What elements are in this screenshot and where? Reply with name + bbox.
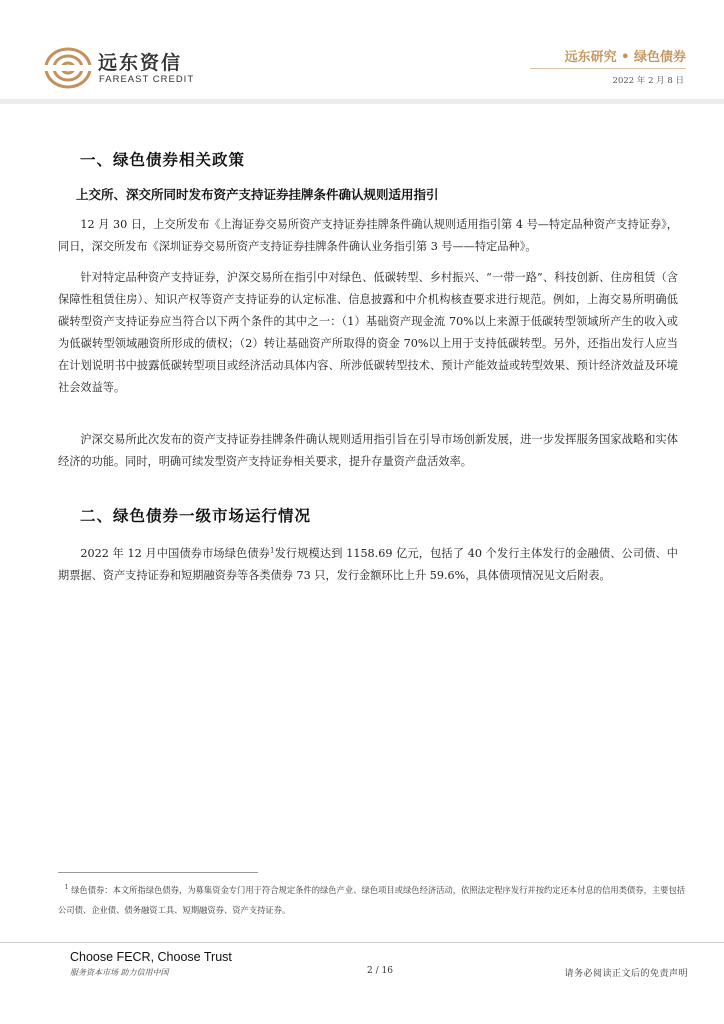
brand-name-cn: 远东资信 — [98, 52, 183, 74]
header-divider — [530, 68, 686, 69]
subsection-heading: 上交所、深交所同时发布资产支持证券挂牌条件确认规则适用指引 — [76, 187, 439, 202]
report-title: 远东研究 • 绿色债券 — [564, 50, 686, 65]
paragraph-text: 2022 年 12 月中国债券市场绿色债券 — [80, 547, 270, 560]
page-number: 2 / 16 — [367, 966, 393, 976]
footnote-reference[interactable]: 1 — [270, 546, 275, 555]
fareast-logo-icon — [42, 44, 94, 92]
footer-divider — [0, 942, 724, 943]
footer-slogan: Choose FECR, Choose Trust — [70, 950, 232, 964]
footnote — [58, 880, 688, 920]
paragraph: 针对特定品种资产支持证券，沪深交易所在指引中对绿色、低碳转型、乡村振兴、“一带一路”、科技创新、住房租赁（含保障性租赁住房）、知识产权等资产支持证券的认定标准、信息披露和中介机构核查要求进行规范。例如，上海交易所明确低碳转型资产支持证券应当符合以下两个条件的其中之一：（1）基础资产现金流 70%以上来源于低碳转型领域所产生的收入或为低碳转型领域融资所形成的债权；（2）转让基础资产所取得的资金 70%以上用于支持低碳转型。另外，还指出发行人应当在计划说明书中披露低碳转型项目或经济活动具体内容、所涉低碳转型技术、预计产能效益或转型效果、预计经济效益及环境社会效益等。 — [58, 271, 678, 394]
footnote-divider — [58, 872, 258, 873]
footnote-text: 绿色债券：本文所指绿色债券，为募集资金专门用于符合规定条件的绿色产业、绿色项目或绿色经济活动，依照法定程序发行并按约定还本付息的信用类债券，主要包括公司债、企业债、债务融资工具、短期融资券、资产支持证券。 — [58, 885, 686, 915]
paragraph: 12 月 30 日，上交所发布《上海证券交易所资产支持证券挂牌条件确认规则适用指引第 4 号—特定品种资产支持证券》，同日，深交所发布《深圳证券交易所资产支持证券挂牌条件确认业务指引第 3 号——特定品种》。 — [58, 218, 678, 253]
header-band — [0, 99, 724, 104]
footer-motto: 服务资本市场 助力信用中国 — [70, 968, 169, 977]
paragraph-market — [58, 543, 678, 587]
section-heading-market: 二、绿色债券一级市场运行情况 — [80, 507, 312, 525]
footnote-mark: 1 — [64, 884, 69, 892]
brand-name-en: FAREAST CREDIT — [99, 74, 195, 85]
disclaimer-note: 请务必阅读正文后的免责声明 — [564, 969, 688, 979]
page-header — [0, 0, 724, 104]
paragraph-text: 发行规模达到 1158.69 亿元，包括了 40 个发行主体发行的金融债、公司债、中期票据、资产支持证券和短期融资券等各类债券 73 只，发行金额环比上升 59.6%，具体债项情况见文后附表。 — [58, 547, 678, 582]
paragraph: 沪深交易所此次发布的资产支持证券挂牌条件确认规则适用指引旨在引导市场创新发展，进一步发挥服务国家战略和实体经济的功能。同时，明确可续发型资产支持证券相关要求，提升存量资产盘活效率。 — [58, 433, 678, 468]
section-heading-policy: 一、绿色债券相关政策 — [80, 151, 246, 169]
report-date: 2022 年 2 月 8 日 — [612, 76, 684, 86]
